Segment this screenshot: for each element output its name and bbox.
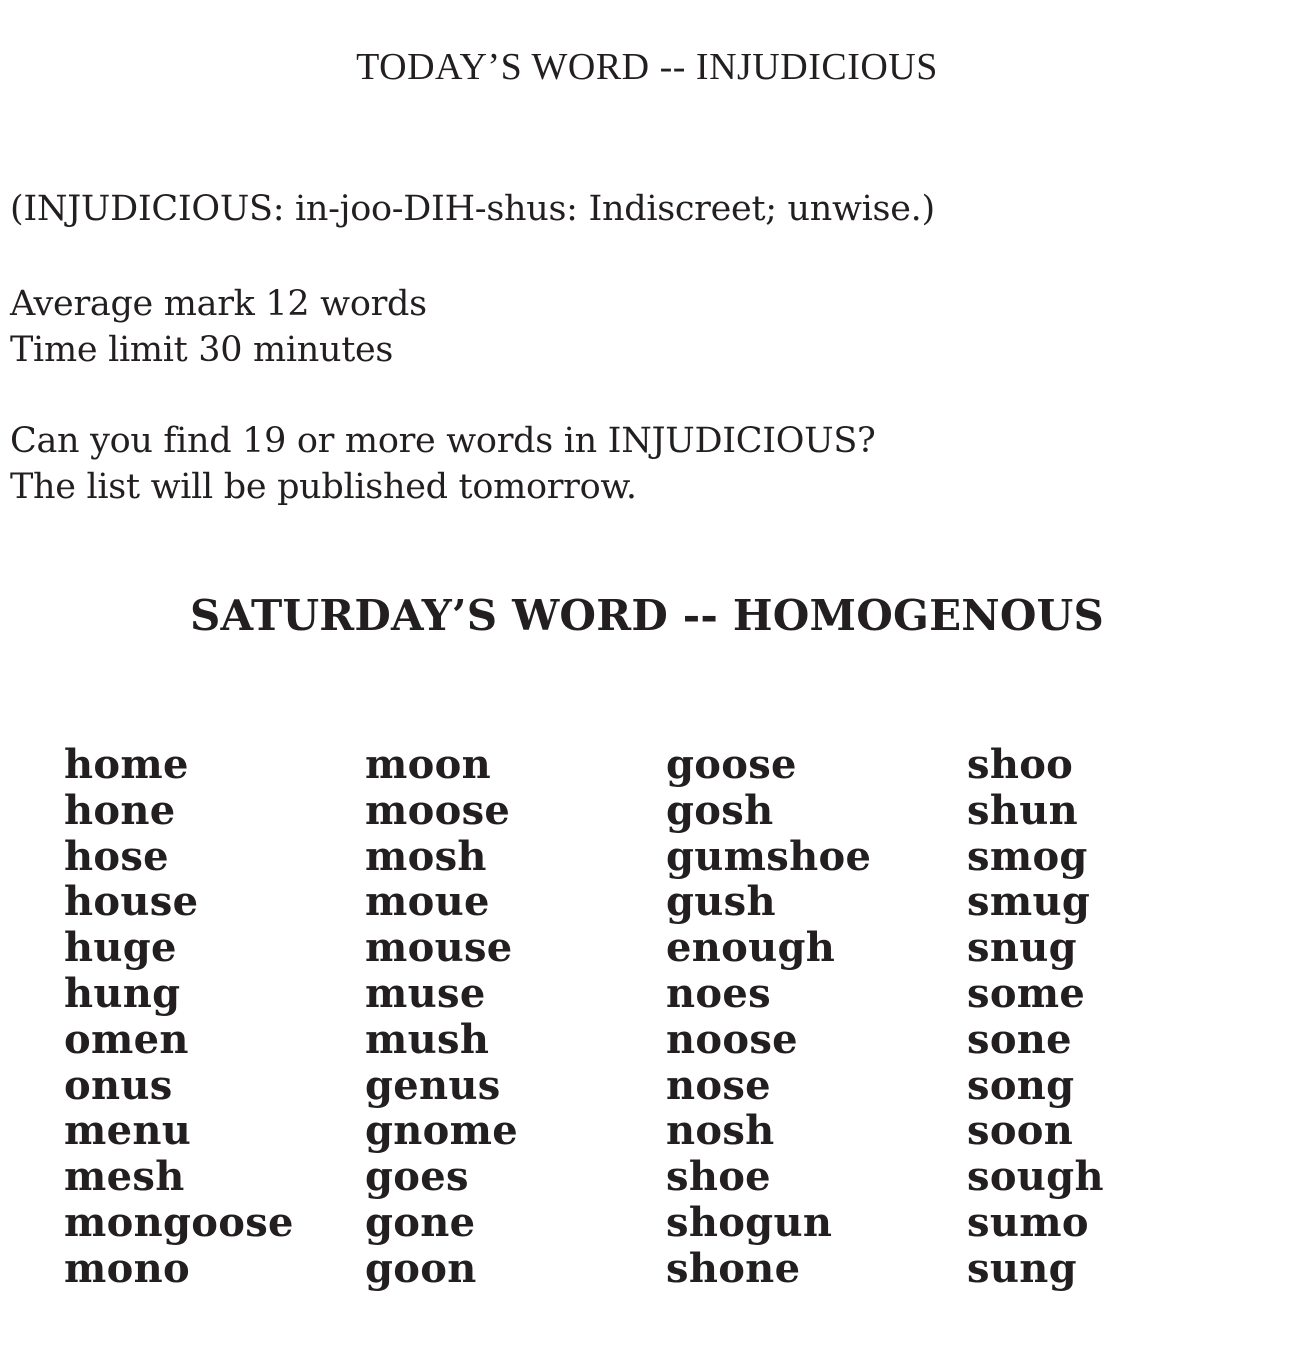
word-list-item: goes bbox=[365, 1153, 469, 1201]
word-column-2 bbox=[365, 742, 518, 1292]
word-list-item: moue bbox=[365, 878, 490, 926]
word-list-item: gosh bbox=[666, 786, 774, 834]
word-list-item: mosh bbox=[365, 832, 487, 880]
word-list-item: shun bbox=[967, 786, 1078, 834]
word-list-item: huge bbox=[64, 924, 177, 972]
word-list-item: sough bbox=[967, 1153, 1104, 1201]
word-list-item: soon bbox=[967, 1107, 1074, 1155]
word-list-item: smug bbox=[967, 878, 1091, 926]
definition: (INJUDICIOUS: in-joo-DIH-shus: Indiscreet; unwise.) bbox=[10, 189, 935, 229]
word-list-item: mono bbox=[64, 1244, 190, 1292]
word-list-item: gnome bbox=[365, 1107, 519, 1155]
word-list-item: mush bbox=[365, 1015, 490, 1063]
word-list-item: menu bbox=[64, 1107, 192, 1155]
word-list-item: snug bbox=[967, 924, 1077, 972]
word-list-item: enough bbox=[666, 924, 836, 972]
word-column-1 bbox=[64, 742, 294, 1292]
challenge-question: Can you find 19 or more words in INJUDICIOUS? bbox=[10, 421, 876, 461]
word-list-item: shoe bbox=[666, 1153, 771, 1201]
word-list-item: noes bbox=[666, 969, 771, 1017]
word-list-item: shogun bbox=[666, 1198, 833, 1246]
word-list-item: onus bbox=[64, 1061, 173, 1109]
word-list-item: house bbox=[64, 878, 199, 926]
word-list-item: hose bbox=[64, 832, 169, 880]
word-column-4 bbox=[967, 742, 1104, 1292]
word-list-item: some bbox=[967, 969, 1086, 1017]
word-list-item: sumo bbox=[967, 1198, 1089, 1246]
word-list-item: shoo bbox=[967, 741, 1074, 788]
word-list-item: nosh bbox=[666, 1107, 775, 1155]
word-list-item: noose bbox=[666, 1015, 798, 1063]
word-list-item: omen bbox=[64, 1015, 189, 1063]
saturdays-word-title: SATURDAY’S WORD -- HOMOGENOUS bbox=[189, 591, 1105, 640]
average-mark: Average mark 12 words bbox=[10, 284, 427, 324]
time-limit: Time limit 30 minutes bbox=[10, 330, 394, 370]
word-list-item: genus bbox=[365, 1061, 501, 1109]
word-list-item: home bbox=[64, 741, 189, 788]
word-list-item: nose bbox=[666, 1061, 771, 1109]
word-list-item: gone bbox=[365, 1198, 476, 1246]
word-column-3 bbox=[666, 742, 871, 1292]
word-list-item: hung bbox=[64, 969, 181, 1017]
todays-word-title: TODAY’S WORD -- INJUDICIOUS bbox=[356, 46, 938, 88]
word-list-item: gush bbox=[666, 878, 776, 926]
word-list-item: sung bbox=[967, 1244, 1077, 1292]
word-list-item: muse bbox=[365, 969, 486, 1017]
word-list-item: mesh bbox=[64, 1153, 185, 1201]
word-list-item: mongoose bbox=[64, 1198, 294, 1246]
word-list-item: shone bbox=[666, 1244, 801, 1292]
saturday-word-list bbox=[0, 742, 1294, 1302]
word-list-item: moose bbox=[365, 786, 511, 834]
word-list-item: song bbox=[967, 1061, 1075, 1109]
word-list-item: smog bbox=[967, 832, 1088, 880]
word-list-item: moon bbox=[365, 741, 491, 788]
word-list-item: mouse bbox=[365, 924, 513, 972]
word-list-item: goose bbox=[666, 741, 797, 788]
publish-note: The list will be published tomorrow. bbox=[10, 467, 637, 507]
word-list-item: gumshoe bbox=[666, 832, 872, 880]
word-list-item: hone bbox=[64, 786, 176, 834]
word-list-item: sone bbox=[967, 1015, 1072, 1063]
word-list-item: goon bbox=[365, 1244, 477, 1292]
